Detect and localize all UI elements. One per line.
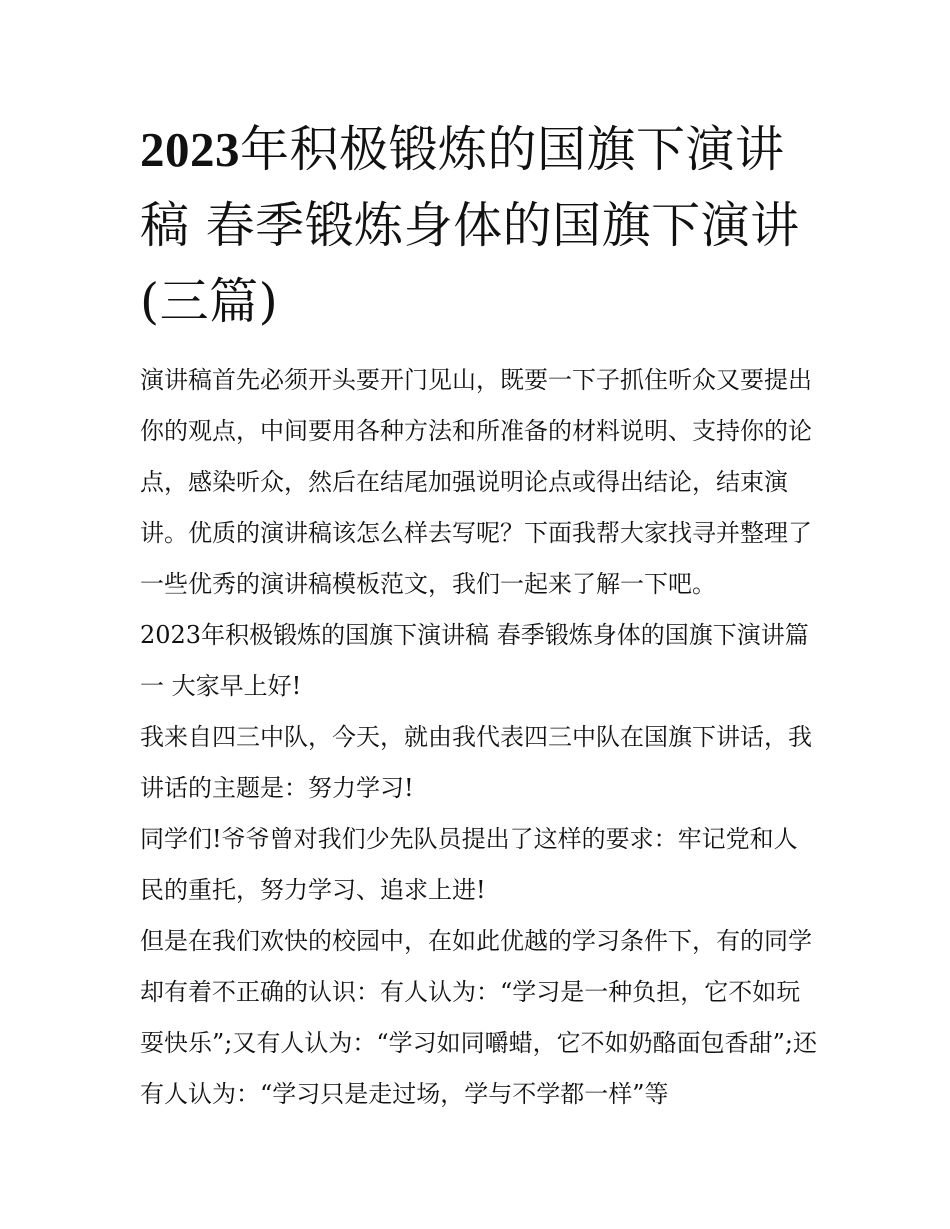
body-paragraph: 我来自四三中队，今天，就由我代表四三中队在国旗下讲话，我讲话的主题是：努力学习!	[140, 723, 812, 802]
title-year: 2023	[140, 122, 240, 177]
body-paragraph: 同学们!爷爷曾对我们少先队员提出了这样的要求：牢记党和人民的重托，努力学习、追求上进!	[140, 825, 798, 904]
title-text: 年积极锻炼的国旗下演讲稿 春季锻炼身体的国旗下演讲(三篇)	[140, 121, 800, 330]
document-title	[140, 112, 820, 340]
section-heading-paragraph: 2023年积极锻炼的国旗下演讲稿 春季锻炼身体的国旗下演讲篇一 大家早上好!	[140, 621, 809, 700]
document-body	[140, 355, 820, 1120]
intro-paragraph: 演讲稿首先必须开头要开门见山，既要一下子抓住听众又要提出你的观点，中间要用各种方法和所准备的材料说明、支持你的论点，感染听众，然后在结尾加强说明论点或得出结论，结束演讲。优质的演讲稿该怎么样去写呢？下面我帮大家找寻并整理了一些优秀的演讲稿模板范文，我们一起来了解一下吧。	[140, 366, 812, 598]
body-paragraph: 但是在我们欢快的校园中，在如此优越的学习条件下，有的同学却有着不正确的认识：有人认为：“学习是一种负担，它不如玩耍快乐”;又有人认为：“学习如同嚼蜡，它不如奶酪面包香甜”;还有人认为：“学习只是走过场，学与不学都一样”等	[140, 927, 817, 1108]
